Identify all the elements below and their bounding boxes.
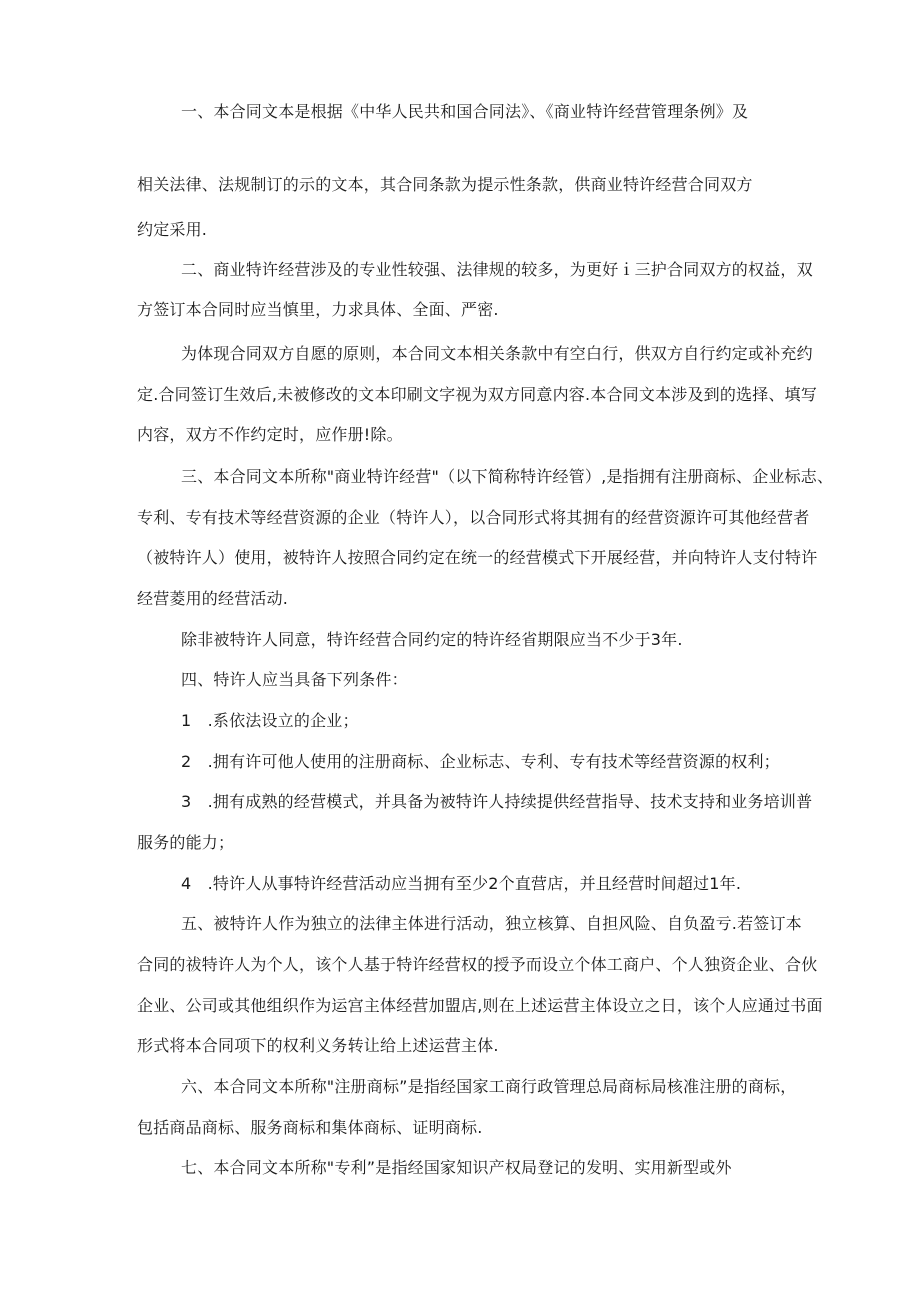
text-line: 经营菱用的经营活动.	[137, 589, 289, 608]
text-line: 六、本合同文本所称"注册商标”是指经国家工商行政管理总局商标局核准注册的商标，	[181, 1077, 797, 1096]
text-line: 定.合同签订生效后,未被修改的文本印刷文字视为双方同意内容.本合同文本涉及到的选择、填写	[137, 385, 818, 404]
text-line: 一、本合同文本是根据《中华人民共和国合同法》、《商业特许经营管理条例》及	[181, 102, 749, 121]
text-line: 内容，双方不作约定时，应作册!除。	[137, 425, 403, 444]
text-line: 1 .系依法设立的企业；	[181, 711, 359, 730]
text-line: 方签订本合同时应当慎里，力求具体、全面、严密.	[137, 300, 499, 319]
text-line: 七、本合同文本所称"专利”是指经国家知识产权局登记的发明、实用新型或外	[181, 1158, 732, 1177]
text-line: （被特许人）使用，被特许人按照合同约定在统一的经营模式下开展经营，并向特许人支付特许	[137, 548, 818, 567]
text-line: 专利、专有技术等经营资源的企业（特许人），以合同形式将其拥有的经营资源许可其他经营者	[137, 508, 810, 527]
text-line: 相关法律、法规制订的示的文本，其合同条款为提示性条款，供商业特许经营合同双方	[137, 175, 753, 194]
text-line: 2 .拥有许可他人使用的注册商标、企业标志、专利、专有技术等经营资源的权利；	[181, 752, 780, 771]
text-line: 四、特许人应当具备下列条件：	[181, 670, 408, 689]
text-line: 4 .特许人从事特许经营活动应当拥有至少2个直营店，并且经营时间超过1年.	[181, 874, 742, 893]
text-line: 合同的祓特许人为个人，该个人基于特许经营权的授予而设立个体工商户、个人独资企业、合伙	[137, 955, 818, 974]
text-line: 五、被特许人作为独立的法律主体进行活动，独立核算、自担风险、自负盈亏.若签订本	[181, 914, 802, 933]
text-line: 形式将本合同项下的权利义务转让给上述运营主体.	[137, 1036, 499, 1055]
text-line: 3 .拥有成熟的经营模式，并具备为被特许人持续提供经营指导、技术支持和业务培训普	[181, 792, 813, 811]
text-line: 除非被特许人同意，特许经营合同约定的特许经省期限应当不少于3年.	[181, 630, 683, 649]
text-line: 约定采用.	[137, 220, 208, 239]
text-line: 为体现合同双方自愿的原则，本合同文本相关条款中有空白行，供双方自行约定或补充约	[181, 344, 813, 363]
text-line: 二、商业特许经营涉及的专业性较强、法律规的较多，为更好ｉ三护合同双方的权益，双	[181, 260, 813, 279]
text-line: 三、本合同文本所称"商业特许经营"（以下简称特许经管）,是指拥有注册商标、企业标志、	[181, 467, 834, 486]
text-line: 包括商品商标、服务商标和集体商标、证明商标.	[137, 1118, 483, 1137]
text-line: 企业、公司或其他组织作为运宫主体经营加盟店,则在上述运营主体设立之日，该个人应通过书面	[137, 996, 823, 1015]
text-line: 服务的能力；	[137, 833, 235, 852]
